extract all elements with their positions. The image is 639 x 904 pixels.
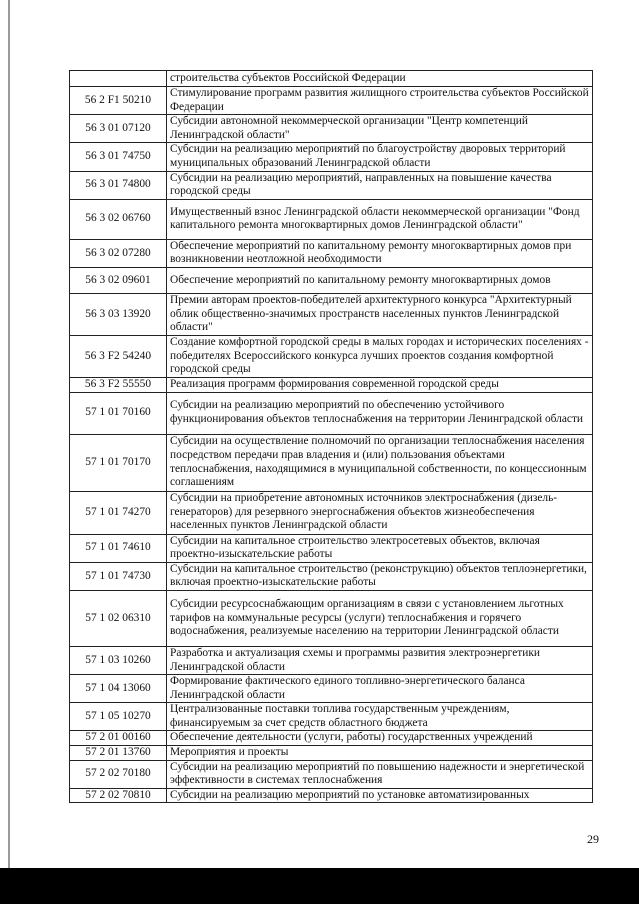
- budget-classification-table: [69, 70, 593, 803]
- table-row: [70, 760, 593, 788]
- row-code: 56 3 01 07120: [70, 115, 167, 143]
- row-code: 56 3 02 07280: [70, 239, 167, 267]
- table-row: [70, 335, 593, 377]
- table-row: [70, 143, 593, 171]
- table-row: [70, 171, 593, 199]
- table-row: [70, 71, 593, 87]
- row-code: 56 3 02 06760: [70, 199, 167, 239]
- table-row: [70, 87, 593, 115]
- row-code: 56 3 F2 54240: [70, 335, 167, 377]
- row-description: Разработка и актуализация схемы и программы развития электроэнергетики Ленинградской области: [167, 646, 593, 674]
- row-code: 57 1 02 06310: [70, 590, 167, 646]
- table-body: [70, 71, 593, 803]
- row-code: 57 1 03 10260: [70, 646, 167, 674]
- row-description: Субсидии на реализацию мероприятий по повышению надежности и энергетической эффективности в системах теплоснабжения: [167, 760, 593, 788]
- row-code: 57 2 01 00160: [70, 731, 167, 746]
- table-row: [70, 562, 593, 590]
- row-description: Обеспечение деятельности (услуги, работы) государственных учреждений: [167, 731, 593, 746]
- row-description: Реализация программ формирования современной городской среды: [167, 377, 593, 392]
- row-code: [70, 71, 167, 87]
- scan-bottom-border: [0, 868, 639, 904]
- row-description: Создание комфортной городской среды в малых городах и исторических поселениях - победителях Всероссийского конкурса лучших проектов создания комфортной городской среды: [167, 335, 593, 377]
- row-code: 56 3 01 74800: [70, 171, 167, 199]
- table-row: [70, 267, 593, 293]
- table-row: [70, 746, 593, 761]
- row-code: 57 1 01 70160: [70, 392, 167, 434]
- row-code: 57 2 02 70810: [70, 788, 167, 803]
- row-code: 57 1 05 10270: [70, 703, 167, 731]
- row-code: 57 2 01 13760: [70, 746, 167, 761]
- table-row: [70, 534, 593, 562]
- row-description: Субсидии на капитальное строительство (реконструкцию) объектов теплоэнергетики, включая проектно-изыскательские работы: [167, 562, 593, 590]
- table-row: [70, 392, 593, 434]
- row-description: Субсидии на реализацию мероприятий по обеспечению устойчивого функционирования объектов теплоснабжения на территории Ленинградской области: [167, 392, 593, 434]
- row-description: Обеспечение мероприятий по капитальному ремонту многоквартирных домов при возникновении неотложной необходимости: [167, 239, 593, 267]
- row-code: 56 2 F1 50210: [70, 87, 167, 115]
- row-description: Стимулирование программ развития жилищного строительства субъектов Российской Федерации: [167, 87, 593, 115]
- page-number: 29: [587, 832, 599, 846]
- row-code: 56 3 F2 55550: [70, 377, 167, 392]
- table-row: [70, 675, 593, 703]
- row-description: Субсидии ресурсоснабжающим организациям в связи с установлением льготных тарифов на коммунальные ресурсы (услуги) теплоснабжения и горячего водоснабжения, реализуемые населению на территории Ленинградской области: [167, 590, 593, 646]
- table-row: [70, 377, 593, 392]
- row-description: Субсидии на капитальное строительство электросетевых объектов, включая проектно-изыскательские работы: [167, 534, 593, 562]
- scan-edge-line: [8, 0, 10, 868]
- table-row: [70, 293, 593, 335]
- row-code: 57 1 01 74610: [70, 534, 167, 562]
- row-description: Формирование фактического единого топливно-энергетического баланса Ленинградской области: [167, 675, 593, 703]
- row-description: Субсидии на реализацию мероприятий, направленных на повышение качества городской среды: [167, 171, 593, 199]
- row-description: Субсидии на реализацию мероприятий по установке автоматизированных: [167, 788, 593, 803]
- row-description: Субсидии на приобретение автономных источников электроснабжения (дизель-генераторов) для резервного энергоснабжения объектов жизнеобеспечения населенных пунктов Ленинградской области: [167, 491, 593, 534]
- row-description: Централизованные поставки топлива государственным учреждениям, финансируемым за счет средств областного бюджета: [167, 703, 593, 731]
- table-row: [70, 199, 593, 239]
- row-code: 56 3 03 13920: [70, 293, 167, 335]
- row-description: Мероприятия и проекты: [167, 746, 593, 761]
- row-description: Субсидии на осуществление полномочий по организации теплоснабжения населения посредством передачи прав владения и (или) пользования объектами теплоснабжения, находящимися в муниципальной собственности, по концессионным соглашениям: [167, 434, 593, 491]
- row-description: Премии авторам проектов-победителей архитектурного конкурса "Архитектурный облик общественно-значимых пространств населенных пунктов Ленинградской области": [167, 293, 593, 335]
- table-row: [70, 434, 593, 491]
- row-code: 56 3 01 74750: [70, 143, 167, 171]
- row-description: Субсидии на реализацию мероприятий по благоустройству дворовых территорий муниципальных образований Ленинградской области: [167, 143, 593, 171]
- table-row: [70, 115, 593, 143]
- table-row: [70, 590, 593, 646]
- table-row: [70, 239, 593, 267]
- row-description: Обеспечение мероприятий по капитальному ремонту многоквартирных домов: [167, 267, 593, 293]
- table-row: [70, 703, 593, 731]
- row-code: 57 1 04 13060: [70, 675, 167, 703]
- row-description: строительства субъектов Российской Федерации: [167, 71, 593, 87]
- row-code: 56 3 02 09601: [70, 267, 167, 293]
- table-row: [70, 788, 593, 803]
- row-code: 57 2 02 70180: [70, 760, 167, 788]
- row-code: 57 1 01 74270: [70, 491, 167, 534]
- row-code: 57 1 01 74730: [70, 562, 167, 590]
- table-row: [70, 491, 593, 534]
- table-row: [70, 731, 593, 746]
- table-row: [70, 646, 593, 674]
- row-code: 57 1 01 70170: [70, 434, 167, 491]
- row-description: Имущественный взнос Ленинградской области некоммерческой организации "Фонд капитального ремонта многоквартирных домов Ленинградской области": [167, 199, 593, 239]
- row-description: Субсидии автономной некоммерческой организации "Центр компетенций Ленинградской области": [167, 115, 593, 143]
